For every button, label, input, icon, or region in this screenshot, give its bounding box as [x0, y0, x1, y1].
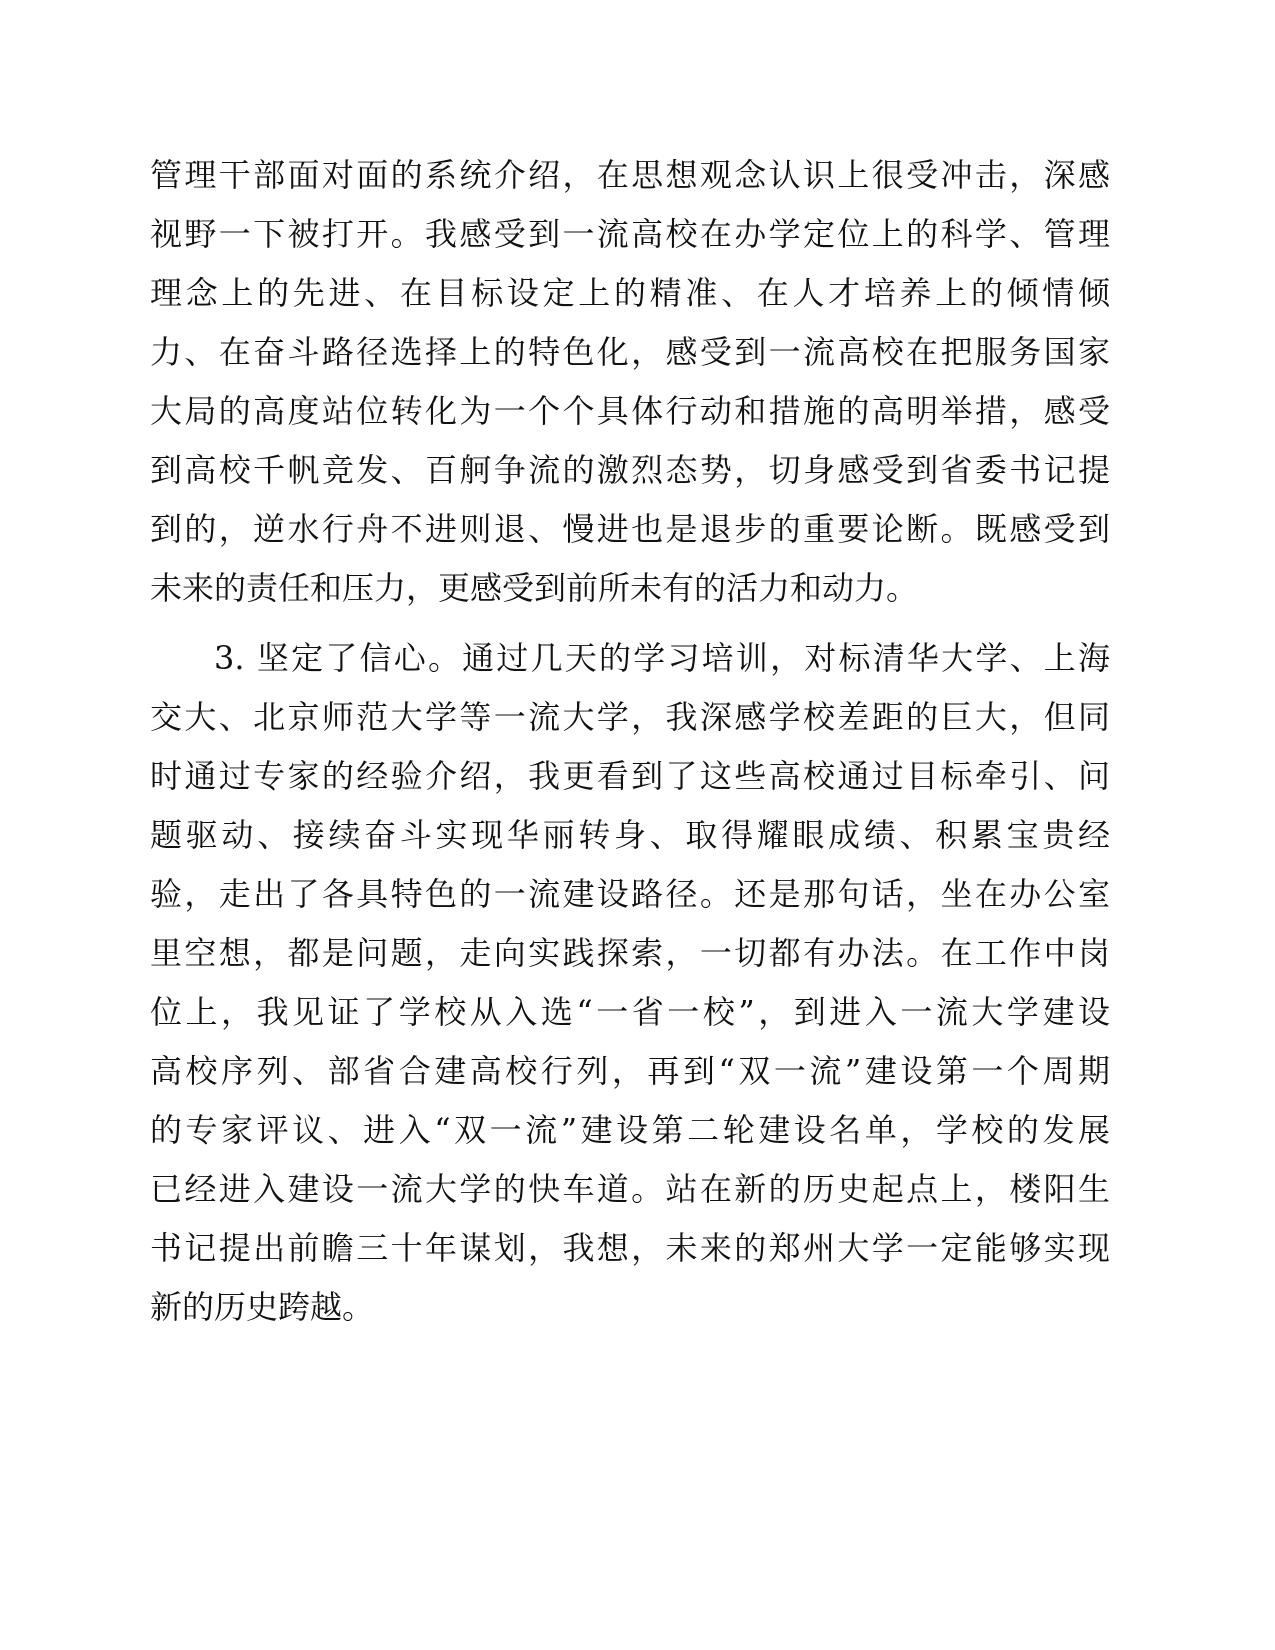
text-line: 书记提出前瞻三十年谋划，我想，未来的郑州大学一定能够实现 — [150, 1229, 1110, 1267]
text-line: 未来的责任和压力，更感受到前所未有的活力和动力。 — [150, 569, 919, 607]
text-line: 3. 坚定了信心。通过几天的学习培训，对标清华大学、上海 — [214, 639, 1110, 677]
text-line: 到的，逆水行舟不进则退、慢进也是退步的重要论断。既感受到 — [150, 510, 1110, 548]
text-line: 时通过专家的经验介绍，我更看到了这些高校通过目标牵引、问 — [150, 757, 1110, 795]
text-line: 到高校千帆竞发、百舸争流的激烈态势，切身感受到省委书记提 — [150, 451, 1110, 489]
text-line: 大局的高度站位转化为一个个具体行动和措施的高明举措，感受 — [150, 392, 1110, 430]
text-line: 力、在奋斗路径选择上的特色化，感受到一流高校在把服务国家 — [150, 333, 1110, 371]
text-line: 的专家评议、进入“双一流”建设第二轮建设名单，学校的发展 — [150, 1111, 1110, 1149]
text-line: 验，走出了各具特色的一流建设路径。还是那句话，坐在办公室 — [150, 875, 1110, 913]
text-line: 高校序列、部省合建高校行列，再到“双一流”建设第一个周期 — [150, 1052, 1110, 1090]
text-line: 新的历史跨越。 — [150, 1288, 375, 1326]
paragraph-2 — [150, 629, 1110, 1337]
text-line: 里空想，都是问题，走向实践探索，一切都有办法。在工作中岗 — [150, 934, 1110, 972]
text-line: 位上，我见证了学校从入选“一省一校”，到进入一流大学建设 — [150, 993, 1110, 1031]
text-line: 视野一下被打开。我感受到一流高校在办学定位上的科学、管理 — [150, 215, 1110, 253]
text-line: 已经进入建设一流大学的快车道。站在新的历史起点上，楼阳生 — [150, 1170, 1110, 1208]
paragraph-1 — [150, 146, 1110, 618]
text-line: 题驱动、接续奋斗实现华丽转身、取得耀眼成绩、积累宝贵经 — [150, 816, 1110, 854]
text-line: 管理干部面对面的系统介绍，在思想观念认识上很受冲击，深感 — [150, 156, 1110, 194]
text-line: 交大、北京师范大学等一流大学，我深感学校差距的巨大，但同 — [150, 698, 1110, 736]
text-line: 理念上的先进、在目标设定上的精准、在人才培养上的倾情倾 — [150, 274, 1110, 312]
